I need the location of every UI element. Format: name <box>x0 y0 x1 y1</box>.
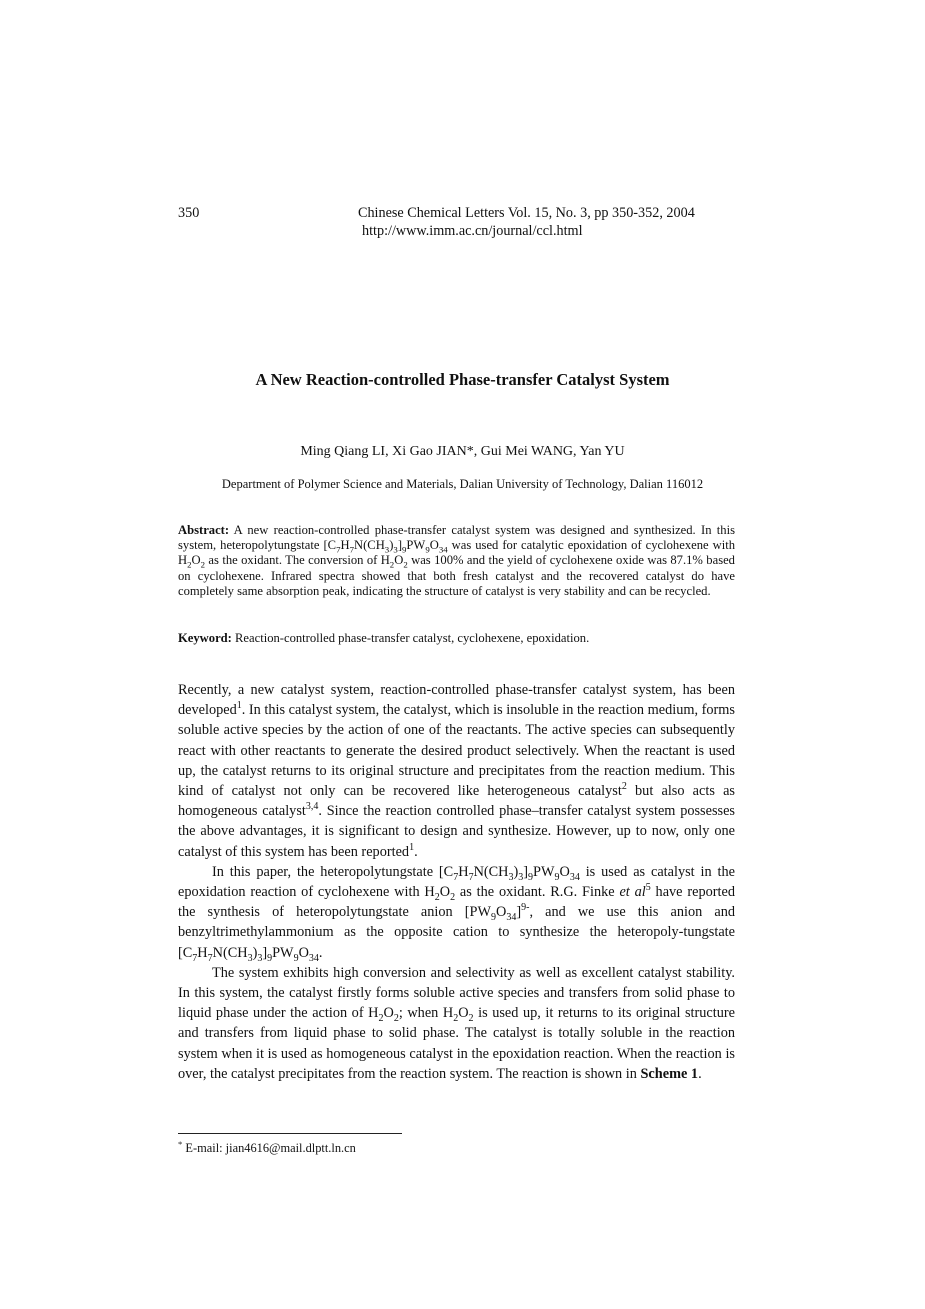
footnote-rule <box>178 1133 402 1134</box>
scheme-reference: Scheme 1 <box>640 1065 699 1082</box>
keywords: Keyword: Reaction-controlled phase-transfer catalyst, cyclohexene, epoxidation. <box>178 631 590 645</box>
page-number: 350 <box>178 205 200 221</box>
paragraph-3: The system exhibits high conversion and selectivity as well as excellent catalyst stability. In this system, the catalyst firstly forms soluble active species and transfers from solid phase to liquid phase under the action of $H_2O_2$; when $H_2O_2$ is used up, it returns to its original structure and transfers from liquid phase to solid phase. The catalyst is totally soluble in the reaction system when it is used as homogeneous catalyst in the epoxidation reaction. When the reaction is over, the catalyst precipitates from the reaction system. The reaction is shown in Scheme 1. <box>178 964 735 1082</box>
footnote: * E-mail: jian4616@mail.dlptt.ln.cn <box>178 1138 356 1155</box>
paper-title: A New Reaction-controlled Phase-transfer Catalyst System <box>255 370 670 389</box>
paragraph-1: Recently, a new catalyst system, reaction-controlled phase-transfer catalyst system, has been developed$^1$. In this catalyst system, the catalyst, which is insoluble in the reaction medium, forms soluble active species by the action of one of the reactants. The active species can subsequently react with other reactants to generate the desired product selectively. When the reactant is used up, the catalyst returns to its original structure and precipitates from the reaction medium. This kind of catalyst not only can be recovered like heterogeneous catalyst$^2$ but also acts as homogeneous catalyst$^{3,4}$. Since the reaction controlled phase–transfer catalyst system possesses the above advantages, it is significant to design and synthesize. However, up to now, only one catalyst of this system has been reported$^1$. <box>178 682 736 860</box>
abstract: Abstract: A new reaction-controlled phase-transfer catalyst system was designed and synthesized. In this system, heteropolytungstate $[C_7H_7N(CH_3)_3]_9PW_9O_{34}$ was used for catalytic epoxidation of cyclohexene with $H_2O_2$ as the oxidant. The conversion of $H_2O_2$ was 100% and the yield of cyclohexene oxide was 87.1% based on cyclohexene. Infrared spectra showed that both fresh catalyst and the recovered catalyst do have completely same absorption peak, indicating the structure of catalyst is very stability and can be recycled. <box>178 523 735 598</box>
paragraph-2: In this paper, the heteropolytungstate $[C_7H_7N(CH_3)_3]_9PW_9O_{34}$ is used as catalyst in the epoxidation reaction of cyclohexene with $H_2O_2$ as the oxidant. R.G. Finke et $al^5$ have reported the synthesis of heteropolytungstate anion $[PW_9O_{34}]^{9-}$, and we use this anion and benzyltrimethylammonium as the opposite cation to synthesize the heteropoly-tungstate $[C_7H_7N(CH_3)_3]_9PW_9O_{34}$. <box>178 863 736 964</box>
body-text <box>178 680 735 1084</box>
affiliation: Department of Polymer Science and Materials, Dalian University of Technology, Dalian 116012 <box>221 477 704 491</box>
journal-citation: Chinese Chemical Letters Vol. 15, No. 3, pp 350-352, 2004 <box>358 205 695 221</box>
abstract-label: Abstract: <box>178 523 230 537</box>
keyword-label: Keyword: <box>178 631 232 645</box>
author-list: Ming Qiang LI, Xi Gao JIAN*, Gui Mei WANG, Yan YU <box>300 444 625 459</box>
journal-url[interactable]: http://www.imm.ac.cn/journal/ccl.html <box>362 223 583 239</box>
